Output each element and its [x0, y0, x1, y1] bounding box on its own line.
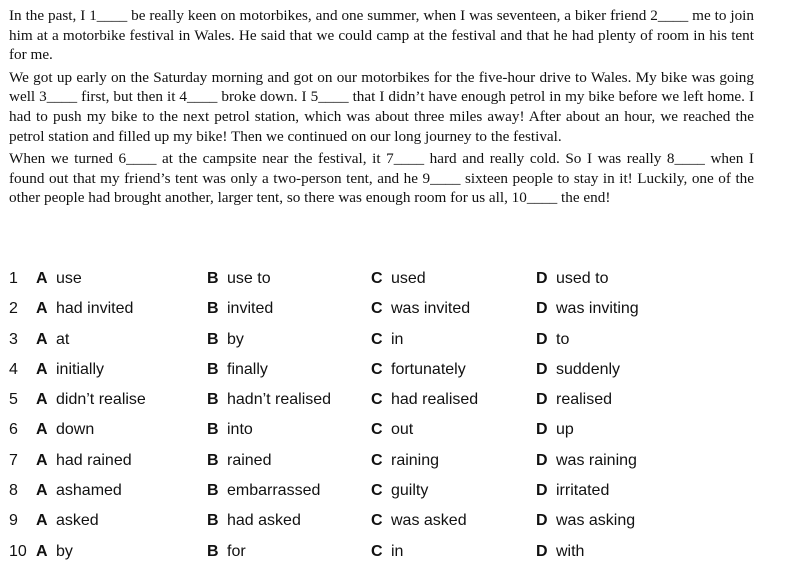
option-letter: A — [36, 270, 48, 287]
question-row — [9, 299, 789, 329]
option-text: out — [391, 421, 414, 439]
option-b[interactable] — [207, 360, 268, 380]
option-letter: D — [536, 451, 548, 469]
option-letter: A — [36, 512, 48, 530]
option-text: didn’t realise — [56, 391, 146, 409]
option-letter: B — [207, 391, 219, 409]
option-text: by — [56, 542, 73, 560]
option-d[interactable] — [536, 420, 574, 440]
option-letter: D — [536, 512, 548, 530]
option-a[interactable] — [36, 420, 94, 440]
option-letter: A — [36, 542, 48, 560]
option-text: guilty — [391, 482, 429, 500]
option-a[interactable] — [36, 360, 104, 380]
option-text: down — [56, 421, 95, 439]
option-letter: C — [371, 482, 383, 500]
question-row — [9, 330, 789, 360]
option-letter: C — [371, 330, 383, 348]
question-number: 9 — [9, 512, 18, 530]
option-letter: A — [36, 391, 48, 409]
option-text: into — [227, 421, 253, 439]
option-letter: D — [536, 542, 548, 560]
option-c[interactable] — [371, 390, 478, 410]
option-c[interactable] — [371, 420, 413, 440]
option-text: in — [391, 330, 404, 348]
option-text: fortunately — [391, 360, 466, 378]
option-text: was asking — [556, 512, 636, 530]
option-d[interactable] — [536, 511, 635, 531]
option-c[interactable] — [371, 451, 439, 471]
option-letter: A — [36, 482, 48, 500]
option-c[interactable] — [371, 511, 467, 531]
option-text: finally — [227, 360, 268, 378]
question-row — [9, 360, 789, 390]
option-text: raining — [391, 451, 440, 469]
question-number: 5 — [9, 391, 18, 409]
option-letter: D — [536, 270, 548, 287]
option-text: had realised — [391, 391, 479, 409]
option-b[interactable] — [207, 511, 301, 531]
option-text: had rained — [56, 451, 132, 469]
option-a[interactable] — [36, 481, 122, 501]
option-a[interactable] — [36, 511, 99, 531]
question-number: 2 — [9, 300, 18, 318]
option-letter: B — [207, 270, 219, 287]
question-number: 3 — [9, 330, 18, 348]
question-number: 6 — [9, 421, 18, 439]
option-letter: B — [207, 482, 219, 500]
passage-paragraph-1: In the past, I 1____ be really keen on motorbikes, and one summer, when I was seventeen, a biker friend 2____ me to join him at a motorbike festival in Wales. He said that we could camp at the festival and that he had plenty of room in his tent for me. — [9, 7, 754, 64]
option-letter: B — [207, 330, 219, 348]
option-c[interactable] — [371, 269, 426, 289]
option-b[interactable] — [207, 330, 244, 350]
option-a[interactable] — [36, 390, 146, 410]
answer-options-list — [9, 269, 789, 572]
option-letter: D — [536, 482, 548, 500]
question-number: 7 — [9, 451, 18, 469]
option-text: used to — [556, 270, 609, 287]
option-a[interactable] — [36, 542, 73, 562]
option-text: suddenly — [556, 360, 621, 378]
option-d[interactable] — [536, 481, 609, 501]
option-letter: C — [371, 512, 383, 530]
option-text: used — [391, 270, 426, 287]
option-d[interactable] — [536, 330, 569, 350]
option-text: use to — [227, 270, 271, 287]
question-row — [9, 511, 789, 541]
option-b[interactable] — [207, 420, 253, 440]
option-letter: C — [371, 360, 383, 378]
option-letter: B — [207, 542, 219, 560]
option-text: with — [556, 542, 585, 560]
cloze-passage — [9, 6, 754, 211]
option-text: at — [56, 330, 70, 348]
option-a[interactable] — [36, 269, 82, 289]
option-letter: A — [36, 330, 48, 348]
option-text: had invited — [56, 300, 134, 318]
option-letter: C — [371, 270, 383, 287]
option-text: was asked — [391, 512, 467, 530]
option-b[interactable] — [207, 299, 273, 319]
option-text: ashamed — [56, 482, 122, 500]
option-b[interactable] — [207, 390, 331, 410]
option-text: asked — [56, 512, 99, 530]
option-b[interactable] — [207, 269, 271, 289]
option-c[interactable] — [371, 360, 466, 380]
question-row — [9, 451, 789, 481]
option-letter: B — [207, 360, 219, 378]
option-b[interactable] — [207, 481, 320, 501]
option-letter: A — [36, 451, 48, 469]
option-c[interactable] — [371, 330, 403, 350]
option-c[interactable] — [371, 299, 470, 319]
option-text: up — [556, 421, 574, 439]
option-a[interactable] — [36, 451, 132, 471]
option-text: realised — [556, 391, 613, 409]
option-text: was raining — [556, 451, 637, 469]
option-letter: C — [371, 542, 383, 560]
option-letter: A — [36, 421, 48, 439]
option-d[interactable] — [536, 390, 612, 410]
question-number: 8 — [9, 482, 18, 500]
option-letter: C — [371, 451, 383, 469]
option-letter: D — [536, 330, 548, 348]
passage-paragraph-3: When we turned 6____ at the campsite near the festival, it 7____ hard and really cold. So I was really 8____ when I found out that my friend’s tent was only a two-person tent, and he 9____ sixteen people to stay in it! Luckily, one of the other people had brought another, larger tent, so there was enough room for us all, 10____ the end! — [9, 150, 754, 207]
option-letter: D — [536, 421, 548, 439]
question-row — [9, 481, 789, 511]
option-text: invited — [227, 300, 274, 318]
option-b[interactable] — [207, 542, 246, 562]
option-letter: B — [207, 451, 219, 469]
option-text: had asked — [227, 512, 301, 530]
option-d[interactable] — [536, 269, 608, 289]
option-d[interactable] — [536, 542, 584, 562]
option-text: was invited — [391, 300, 471, 318]
option-letter: A — [36, 300, 48, 318]
question-row — [9, 390, 789, 420]
option-text: hadn’t realised — [227, 391, 332, 409]
option-text: by — [227, 330, 244, 348]
option-c[interactable] — [371, 542, 403, 562]
option-a[interactable] — [36, 299, 133, 319]
option-letter: C — [371, 421, 383, 439]
option-a[interactable] — [36, 330, 69, 350]
option-text: was inviting — [556, 300, 639, 318]
option-text: for — [227, 542, 246, 560]
option-text: use — [56, 270, 82, 287]
option-letter: B — [207, 421, 219, 439]
option-text: to — [556, 330, 570, 348]
question-row — [9, 420, 789, 450]
option-b[interactable] — [207, 451, 271, 471]
option-letter: A — [36, 360, 48, 378]
question-number: 1 — [9, 270, 18, 287]
question-number: 4 — [9, 360, 18, 378]
option-text: irritated — [556, 482, 610, 500]
option-text: embarrassed — [227, 482, 321, 500]
option-letter: C — [371, 391, 383, 409]
option-c[interactable] — [371, 481, 428, 501]
option-letter: D — [536, 391, 548, 409]
option-letter: B — [207, 512, 219, 530]
option-letter: D — [536, 360, 548, 378]
option-d[interactable] — [536, 451, 637, 471]
option-letter: D — [536, 300, 548, 318]
option-d[interactable] — [536, 360, 620, 380]
option-text: rained — [227, 451, 272, 469]
question-row — [9, 542, 789, 572]
passage-paragraph-2: We got up early on the Saturday morning and got on our motorbikes for the five-hour drive to Wales. My bike was going well 3____ first, but then it 4____ broke down. I 5____ that I didn’t have enough petrol in my bike before we left home. I had to push my bike to the next petrol station, which was about three miles away! After about an hour, we reached the petrol station and filled up my bike! Then we continued on our long journey to the festival. — [9, 68, 754, 145]
question-row — [9, 269, 789, 299]
option-letter: B — [207, 300, 219, 318]
option-text: initially — [56, 360, 105, 378]
question-number: 10 — [9, 542, 27, 560]
option-letter: C — [371, 300, 383, 318]
option-d[interactable] — [536, 299, 639, 319]
option-text: in — [391, 542, 404, 560]
